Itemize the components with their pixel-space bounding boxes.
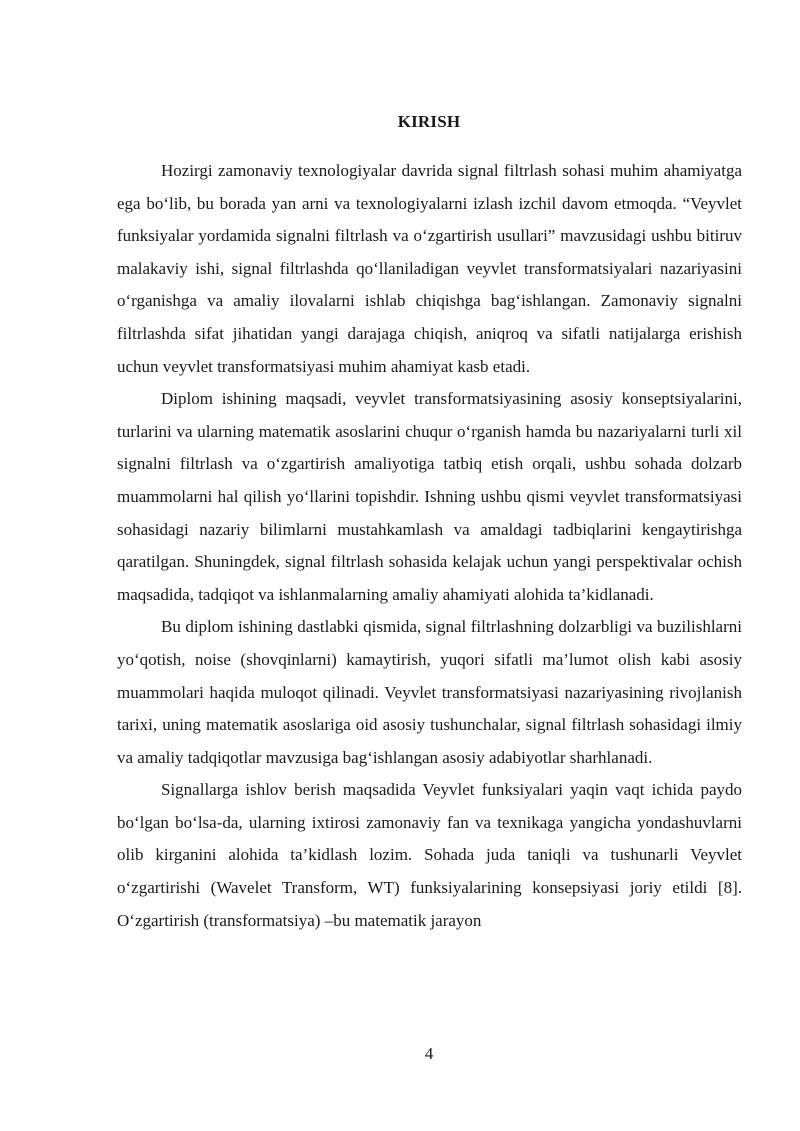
paragraph-3: Bu diplom ishining dastlabki qismida, signal filtrlashning dolzarbligi va buzilishlarni yo‘qotish, noise (shovqinlarni) kamaytirish, yuqori sifatli ma’lumot olish kabi asosiy muammolari haqida muloqot qilinadi. Veyvlet transformatsiyasi nazariyasining rivojlanish tarixi, uning matematik asoslariga oid asosiy tushunchalar, signal filtrlash sohasidagi ilmiy va amaliy tadqiqotlar mavzusiga bag‘ishlangan asosiy adabiyotlar sharhlanadi.	[117, 617, 742, 767]
body-text	[117, 155, 742, 937]
page-number: 4	[424, 1044, 434, 1063]
page-title: KIRISH	[397, 112, 461, 131]
paragraph-2: Diplom ishining maqsadi, veyvlet transformatsiyasining asosiy konseptsiyalarini, turlarini va ularning matematik asoslarini chuqur o‘rganish hamda bu nazariyalarni turli xil signalni filtrlash va o‘zgartirish amaliyotiga tatbiq etish orqali, ushbu sohada dolzarb muammolarni hal qilish yo‘llarini topishdir. Ishning ushbu qismi veyvlet transformatsiyasi sohasidagi nazariy bilimlarni mustahkamlash va amaldagi tadbiqlarini kengaytirishga qaratilgan. Shuningdek, signal filtrlash sohasida kelajak uchun yangi perspektivalar ochish maqsadida, tadqiqot va ishlanmalarning amaliy ahamiyati alohida ta’kidlanadi.	[117, 389, 742, 604]
paragraph-1: Hozirgi zamonaviy texnologiyalar davrida signal filtrlash sohasi muhim ahamiyatga ega bo‘lib, bu borada yan arni va texnologiyalarni izlash izchil davom etmoqda. “Veyvlet funksiyalar yordamida signalni filtrlash va o‘zgartirish usullari” mavzusidagi ushbu bitiruv malakaviy ishi, signal filtrlashda qo‘llaniladigan veyvlet transformatsiyalari nazariyasini o‘rganishga va amaliy ilovalarni ishlab chiqishga bag‘ishlangan. Zamonaviy signalni filtrlashda sifat jihatidan yangi darajaga chiqish, aniqroq va sifatli natijalarga erishish uchun veyvlet transformatsiyasi muhim ahamiyat kasb etadi.	[117, 161, 742, 376]
paragraph-4: Signallarga ishlov berish maqsadida Veyvlet funksiyalari yaqin vaqt ichida paydo bo‘lgan bo‘lsa-da, ularning ixtirosi zamonaviy fan va texnikaga yangicha yondashuvlarni olib kirganini alohida ta’kidlash lozim. Sohada juda taniqli va tushunarli Veyvlet o‘zgartirishi (Wavelet Transform, WT) funksiyalarining konsepsiyasi joriy etildi [8]. O‘zgartirish (transformatsiya) –bu matematik jarayon	[117, 780, 742, 930]
